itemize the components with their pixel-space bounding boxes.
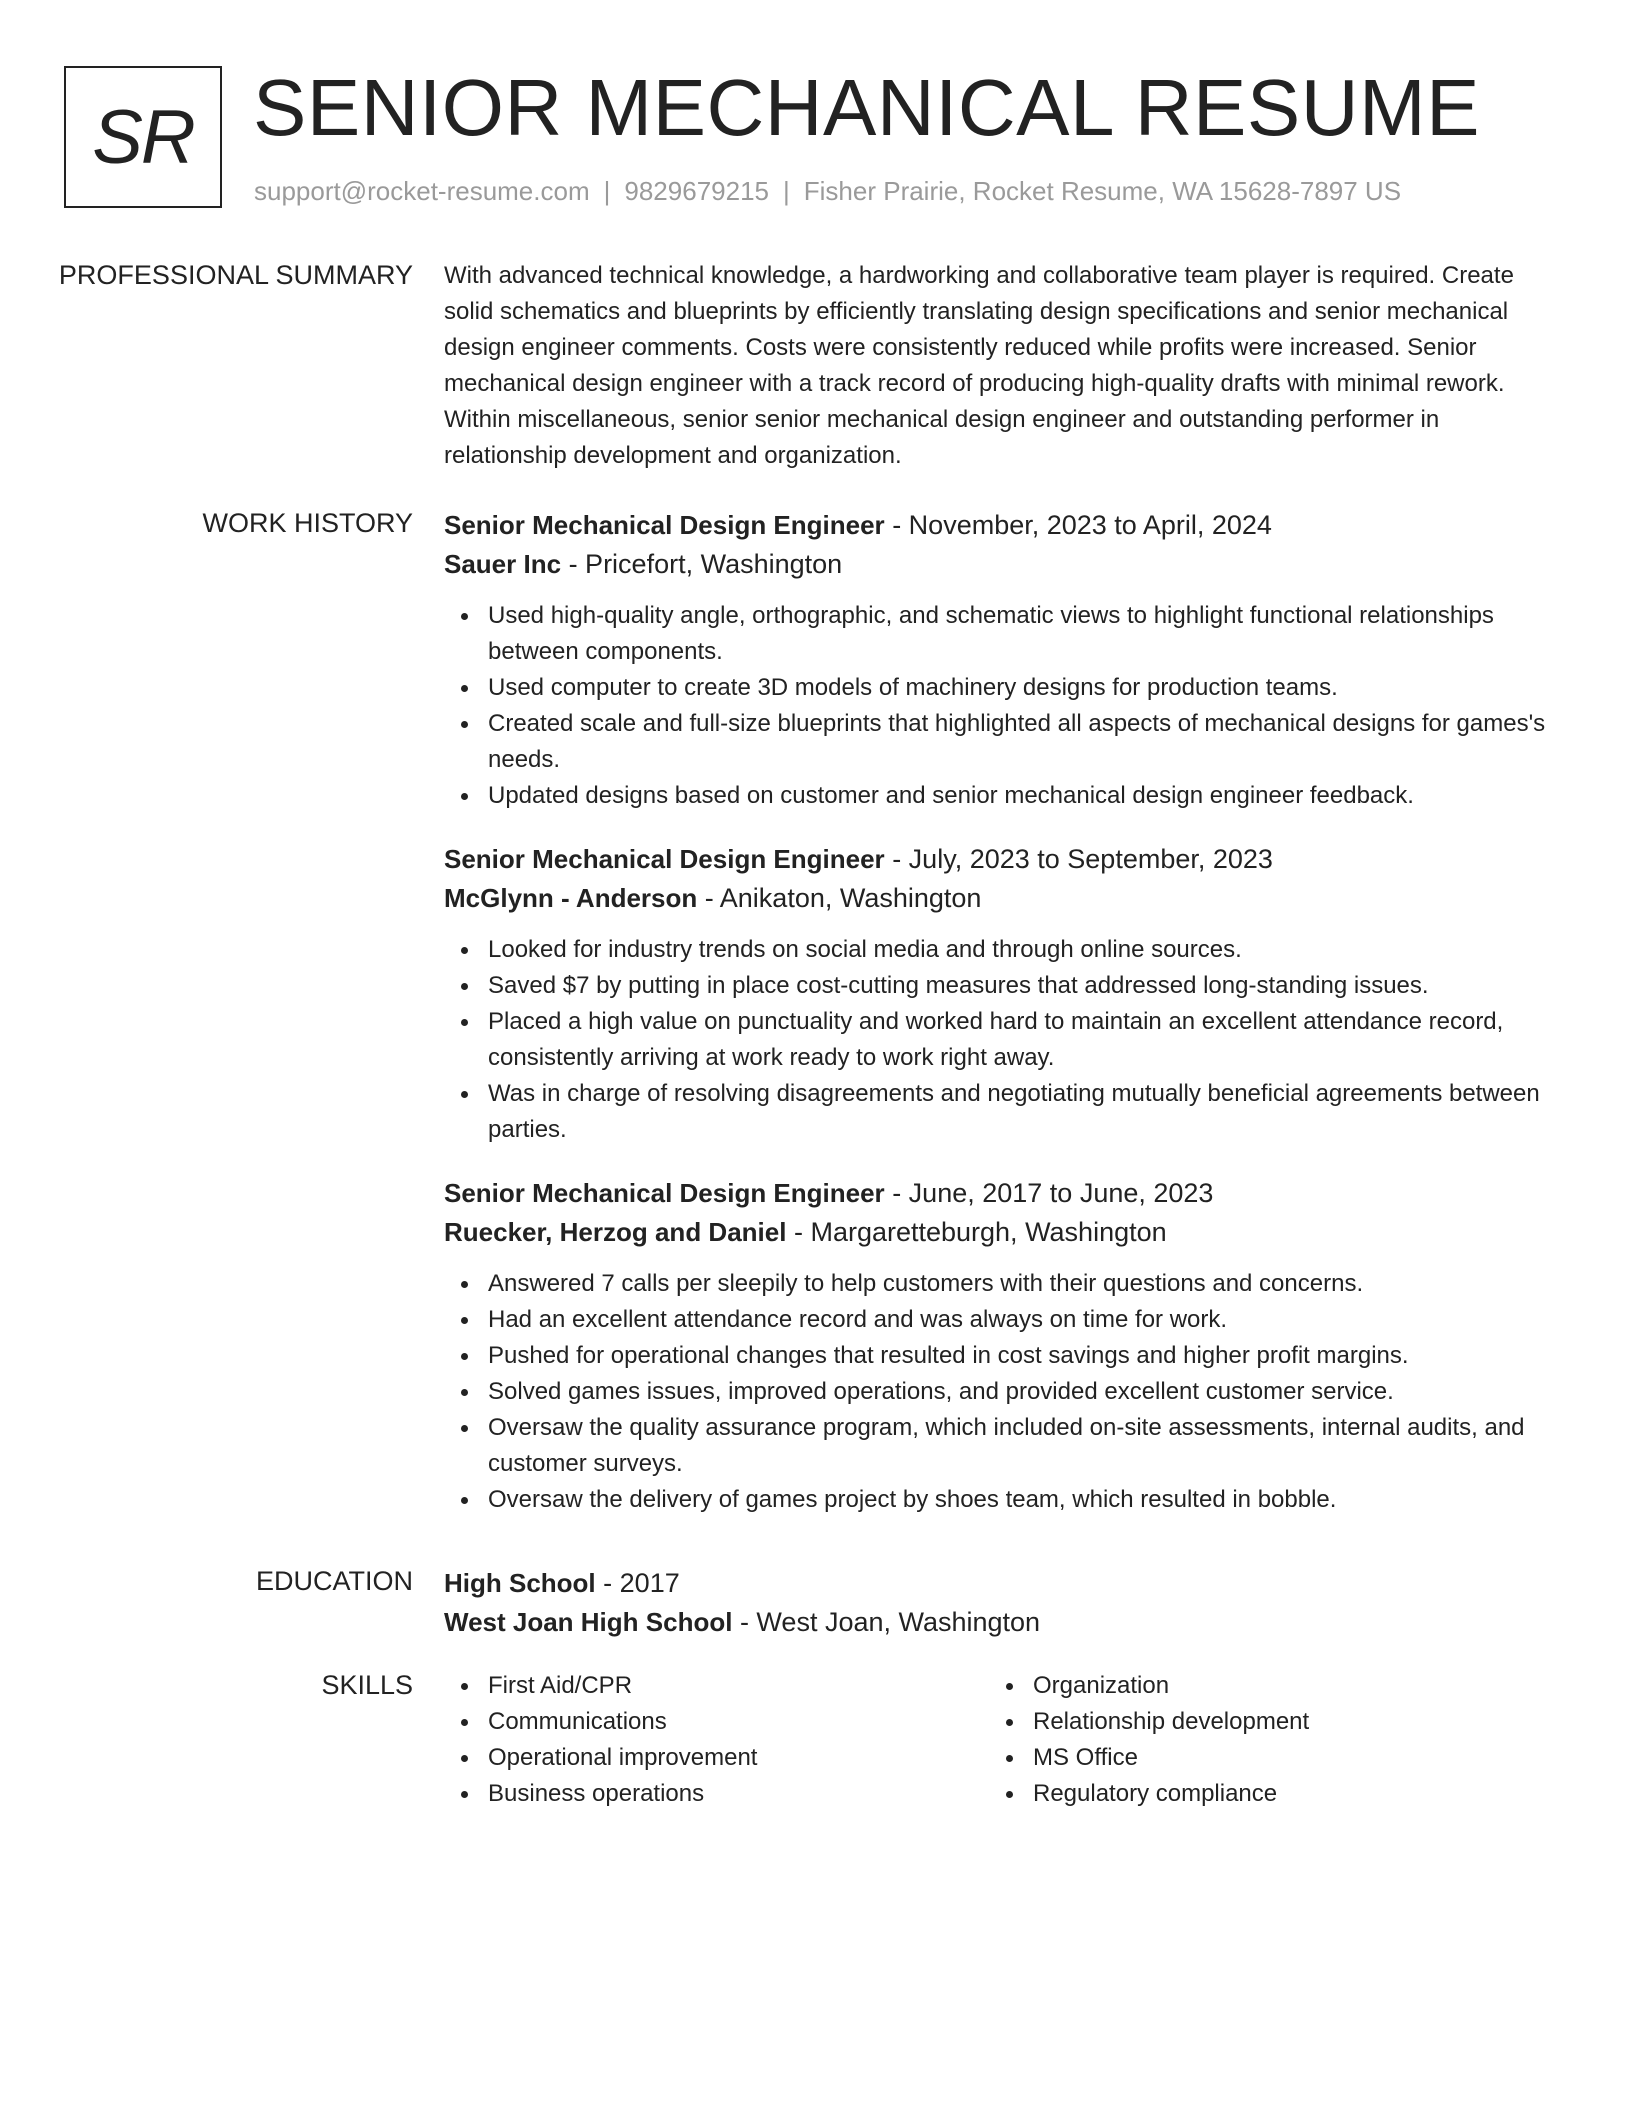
job-title-line <box>444 840 1562 879</box>
job-bullet: Solved games issues, improved operations, and provided excellent customer service. <box>444 1374 1562 1410</box>
skill-item: Organization <box>989 1668 1534 1704</box>
education-school-line <box>444 1603 1562 1642</box>
job-bullets <box>444 1266 1562 1518</box>
job-company-line <box>444 879 1562 918</box>
job-title-line <box>444 506 1562 545</box>
education-location: - West Joan, Washington <box>732 1607 1041 1637</box>
skills-column-right <box>989 1668 1534 1812</box>
education-degree: High School <box>444 1568 596 1598</box>
job-title: Senior Mechanical Design Engineer <box>444 844 885 874</box>
monogram-logo: SR <box>64 66 222 208</box>
page-title: SENIOR MECHANICAL RESUME <box>253 63 1480 152</box>
job-bullet: Was in charge of resolving disagreements and negotiating mutually beneficial agreements between parties. <box>444 1076 1562 1148</box>
job-bullet: Pushed for operational changes that resulted in cost savings and higher profit margins. <box>444 1338 1562 1374</box>
job-bullets <box>444 598 1562 814</box>
job-entry <box>444 506 1562 814</box>
skill-item: MS Office <box>989 1740 1534 1776</box>
skills-grid <box>444 1668 1562 1812</box>
job-entry <box>444 1174 1562 1518</box>
job-bullet: Placed a high value on punctuality and worked hard to maintain an excellent attendance record, consistently arriving at work ready to work right away. <box>444 1004 1562 1076</box>
job-bullet: Had an excellent attendance record and was always on time for work. <box>444 1302 1562 1338</box>
contact-line <box>254 176 1401 207</box>
job-company: McGlynn - Anderson <box>444 883 698 913</box>
skill-item: Business operations <box>444 1776 989 1812</box>
job-entry <box>444 840 1562 1148</box>
job-bullet: Used computer to create 3D models of machinery designs for production teams. <box>444 670 1562 706</box>
job-company: Sauer Inc <box>444 549 562 579</box>
job-bullet: Looked for industry trends on social media and through online sources. <box>444 932 1562 968</box>
job-bullet: Answered 7 calls per sleepily to help customers with their questions and concerns. <box>444 1266 1562 1302</box>
section-label-skills: SKILLS <box>321 1670 413 1700</box>
job-bullet: Oversaw the quality assurance program, which included on-site assessments, internal audits, and customer surveys. <box>444 1410 1562 1482</box>
job-title: Senior Mechanical Design Engineer <box>444 510 885 540</box>
job-company: Ruecker, Herzog and Daniel <box>444 1217 787 1247</box>
contact-email[interactable]: support@rocket-resume.com <box>254 176 590 206</box>
job-bullet: Created scale and full-size blueprints that highlighted all aspects of mechanical designs for games's needs. <box>444 706 1562 778</box>
resume-header <box>64 63 1584 210</box>
job-bullets <box>444 932 1562 1148</box>
job-dates: - July, 2023 to September, 2023 <box>884 844 1273 874</box>
summary-text: With advanced technical knowledge, a hardworking and collaborative team player is required. Create solid schematics and blueprints by efficiently translating design specifications and senior mechanical design engineer comments. Costs were consistently reduced while profits were increased. Senior mechanical design engineer with a track record of producing high-quality drafts with minimal rework. Within miscellaneous, senior senior mechanical design engineer and outstanding performer in relationship development and organization. <box>444 262 1514 469</box>
section-label-work-history: WORK HISTORY <box>202 508 413 538</box>
job-bullet: Oversaw the delivery of games project by shoes team, which resulted in bobble. <box>444 1482 1562 1518</box>
education-year: - 2017 <box>595 1568 680 1598</box>
skills-column-left <box>444 1668 989 1812</box>
contact-separator: | <box>783 176 790 206</box>
job-dates: - November, 2023 to April, 2024 <box>884 510 1272 540</box>
contact-address: Fisher Prairie, Rocket Resume, WA 15628-7897 US <box>803 176 1402 206</box>
skill-item: Regulatory compliance <box>989 1776 1534 1812</box>
contact-phone[interactable]: 9829679215 <box>624 176 769 206</box>
skill-item: Communications <box>444 1704 989 1740</box>
skill-item: Operational improvement <box>444 1740 989 1776</box>
job-title-line <box>444 1174 1562 1213</box>
job-location: - Margaretteburgh, Washington <box>786 1217 1167 1247</box>
job-bullet: Updated designs based on customer and senior mechanical design engineer feedback. <box>444 778 1562 814</box>
education-school: West Joan High School <box>444 1607 733 1637</box>
section-label-summary: PROFESSIONAL SUMMARY <box>58 260 413 290</box>
job-bullet: Saved $7 by putting in place cost-cutting measures that addressed long-standing issues. <box>444 968 1562 1004</box>
contact-separator: | <box>603 176 611 206</box>
job-location: - Pricefort, Washington <box>561 549 843 579</box>
skill-item: Relationship development <box>989 1704 1534 1740</box>
job-location: - Anikaton, Washington <box>697 883 982 913</box>
job-company-line <box>444 1213 1562 1252</box>
skill-item: First Aid/CPR <box>444 1668 989 1704</box>
job-title: Senior Mechanical Design Engineer <box>444 1178 885 1208</box>
section-label-education: EDUCATION <box>255 1566 413 1596</box>
job-bullet: Used high-quality angle, orthographic, and schematic views to highlight functional relationships between components. <box>444 598 1562 670</box>
education-degree-line <box>444 1564 1562 1603</box>
job-company-line <box>444 545 1562 584</box>
job-dates: - June, 2017 to June, 2023 <box>884 1178 1214 1208</box>
